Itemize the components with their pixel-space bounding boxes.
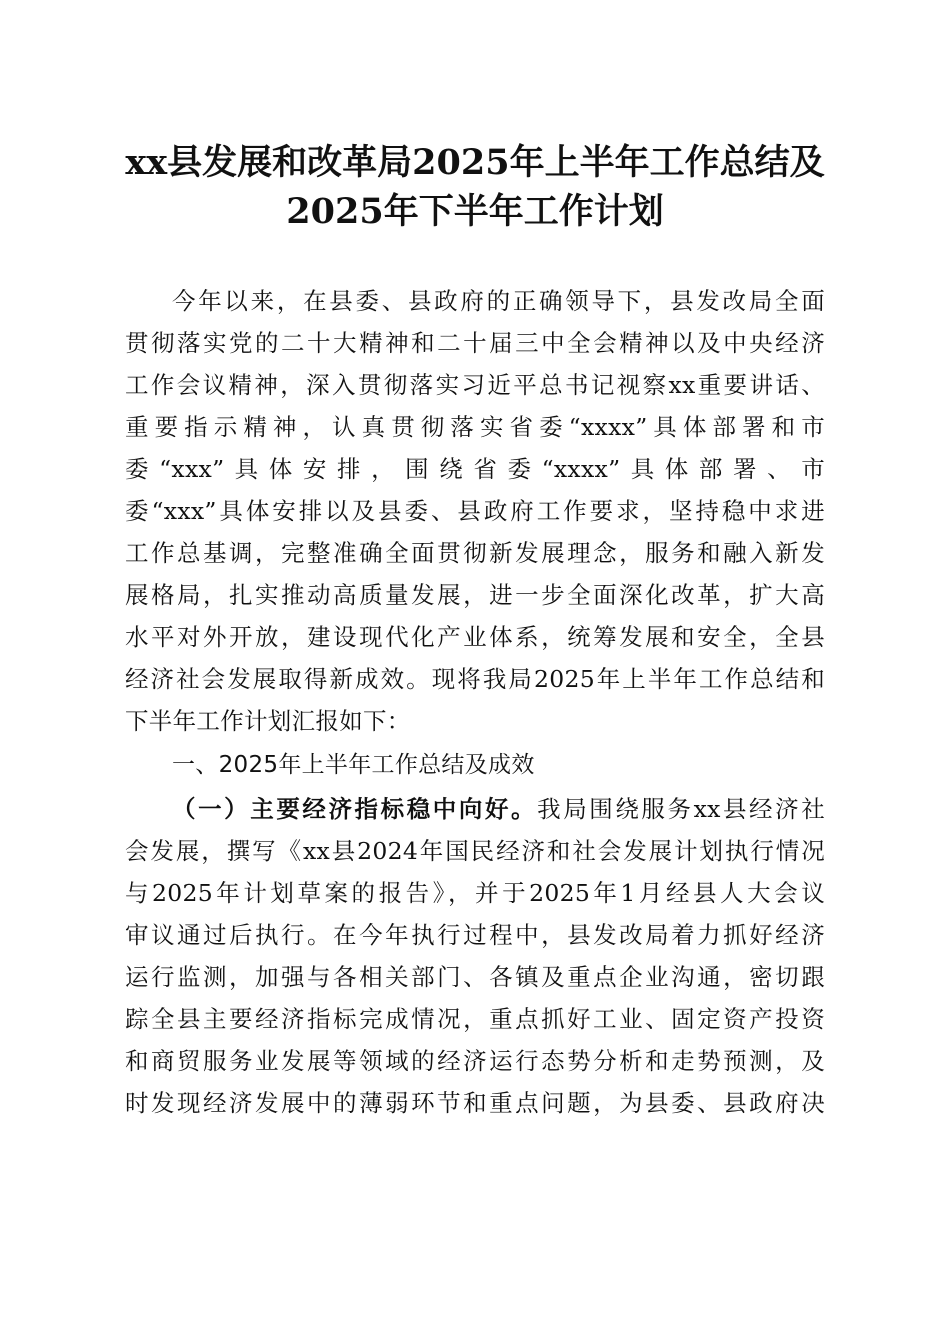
title-line-1: xx县发展和改革局2025年上半年工作总结及 [125, 142, 825, 183]
paragraph-line: 展格局，扎实推动高质量发展，进一步全面深化改革，扩大高 [125, 581, 825, 609]
intro-paragraph [125, 280, 825, 742]
paragraph-line: 贯彻落实党的二十大精神和二十届三中全会精神以及中央经济 [125, 329, 825, 357]
paragraph-line: 时发现经济发展中的薄弱环节和重点问题，为县委、县政府决 [125, 1089, 825, 1117]
paragraph-line: 委“xxx”具体安排，围绕省委“xxxx”具体部署、市 [125, 455, 825, 483]
paragraph-line: 委“xxx”具体安排以及县委、县政府工作要求，坚持稳中求进 [125, 497, 825, 525]
paragraph-line: 重要指示精神，认真贯彻落实省委“xxxx”具体部署和市 [125, 413, 825, 441]
paragraph-line: 工作总基调，完整准确全面贯彻新发展理念，服务和融入新发 [125, 539, 825, 567]
paragraph-line: 和商贸服务业发展等领域的经济运行态势分析和走势预测，及 [125, 1047, 825, 1075]
subsection-label: （一）主要经济指标稳中向好。 [172, 795, 538, 823]
title-line-2: 2025年下半年工作计划 [286, 191, 664, 232]
paragraph-line: 审议通过后执行。在今年执行过程中，县发改局着力抓好经济 [125, 921, 825, 949]
paragraph-line: 工作会议精神，深入贯彻落实习近平总书记视察xx重要讲话、 [125, 371, 825, 399]
document-body [125, 280, 825, 1124]
document-title [100, 138, 850, 236]
subsection-first-line-text: 我局围绕服务xx县经济社 [537, 795, 826, 823]
paragraph-line [125, 788, 825, 830]
paragraph-line: 今年以来，在县委、县政府的正确领导下，县发改局全面 [172, 287, 825, 315]
paragraph-line: 水平对外开放，建设现代化产业体系，统筹发展和安全，全县 [125, 623, 825, 651]
paragraph-line: 与2025年计划草案的报告》，并于2025年1月经县人大会议 [125, 879, 825, 907]
paragraph-line: 经济社会发展取得新成效。现将我局2025年上半年工作总结和 [125, 665, 825, 693]
paragraph-line: 运行监测，加强与各相关部门、各镇及重点企业沟通，密切跟 [125, 963, 825, 991]
section-heading: 一、2025年上半年工作总结及成效 [172, 752, 535, 778]
paragraph-line: 踪全县主要经济指标完成情况，重点抓好工业、固定资产投资 [125, 1005, 825, 1033]
subsection-paragraph [125, 788, 825, 1124]
paragraph-line: 下半年工作计划汇报如下： [125, 707, 411, 735]
paragraph-line: 会发展，撰写《xx县2024年国民经济和社会发展计划执行情况 [125, 837, 825, 865]
